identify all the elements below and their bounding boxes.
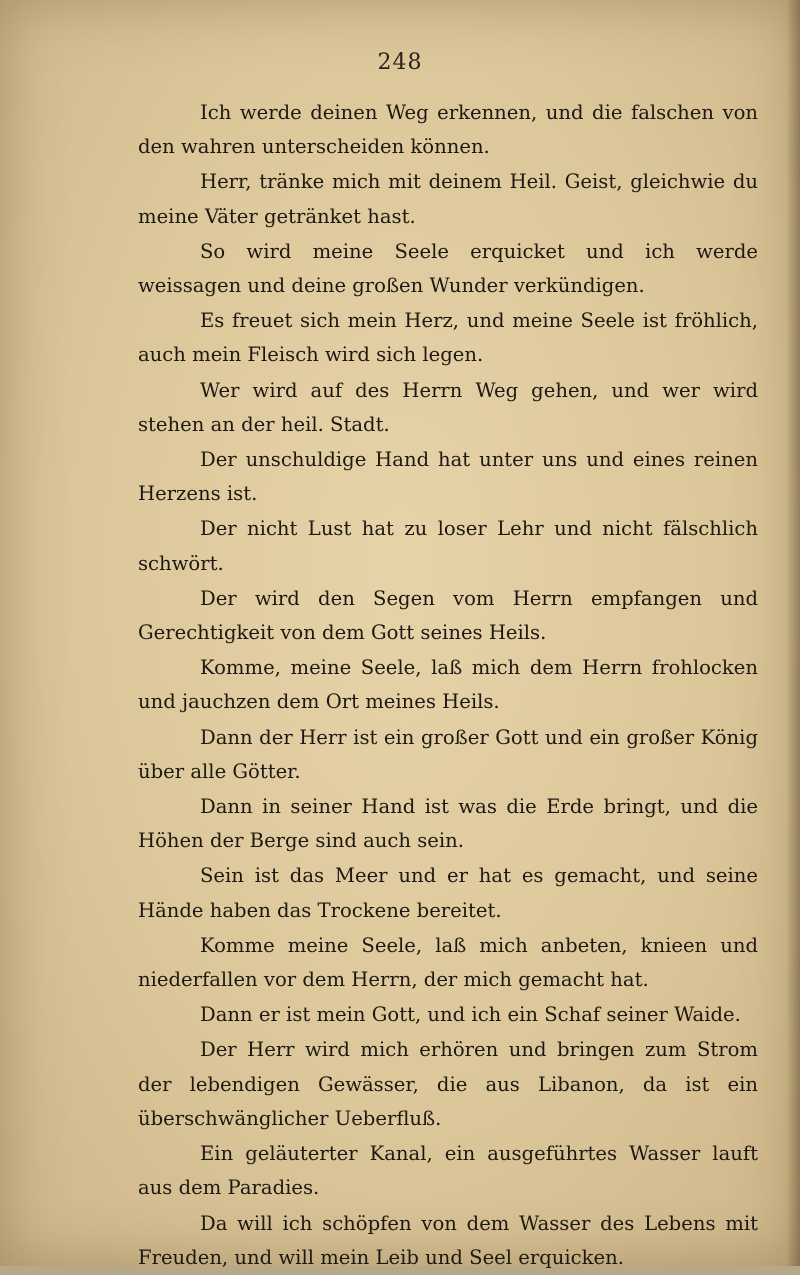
paragraph: Da will ich schöpfen von dem Wasser des Lebens mit Freuden, und will mein Leib und Seel erquicken.	[138, 1211, 758, 1269]
paragraph: Ich werde deinen Weg erkennen, und die falschen von den wahren unterscheiden können.	[138, 101, 758, 159]
paragraph: Der nicht Lust hat zu loser Lehr und nicht fälschlich schwört.	[138, 517, 758, 575]
paragraph: Herr, tränke mich mit deinem Heil. Geist, gleichwie du meine Väter getränket hast.	[138, 170, 758, 228]
paragraph: Komme meine Seele, laß mich anbeten, knieen und niederfallen vor dem Herrn, der mich gemacht hat.	[138, 933, 758, 992]
page-edge-shadow	[786, 0, 800, 1266]
paragraph: So wird meine Seele erquicket und ich werde weissagen und deine großen Wunder verkündigen.	[138, 239, 758, 298]
paragraph: Der Herr wird mich erhören und bringen zum Strom der lebendigen Gewässer, die aus Libanon, da ist ein überschwänglicher Ueberfluß.	[138, 1038, 758, 1130]
paragraph: Dann in seiner Hand ist was die Erde bringt, und die Höhen der Berge sind auch sein.	[138, 795, 758, 853]
paragraph: Dann der Herr ist ein großer Gott und ein großer König über alle Götter.	[138, 725, 758, 783]
paragraph: Wer wird auf des Herrn Weg gehen, und wer wird stehen an der heil. Stadt.	[138, 378, 758, 436]
paragraph: Dann er ist mein Gott, und ich ein Schaf seiner Waide.	[200, 1003, 741, 1027]
page-number: 248	[377, 50, 423, 75]
body-text	[138, 96, 758, 1275]
paragraph: Sein ist das Meer und er hat es gemacht, und seine Hände haben das Trockene bereitet.	[138, 864, 758, 922]
paragraph: Ein geläuterter Kanal, ein ausgeführtes Wasser lauft aus dem Paradies.	[138, 1142, 758, 1200]
paragraph: Komme, meine Seele, laß mich dem Herrn frohlocken und jauchzen dem Ort meines Heils.	[138, 656, 758, 714]
paragraph: Der unschuldige Hand hat unter uns und eines reinen Herzens ist.	[138, 448, 758, 506]
paragraph: Es freuet sich mein Herz, und meine Seele ist fröhlich, auch mein Fleisch wird sich legen.	[138, 309, 758, 367]
paragraph: Der wird den Segen vom Herrn empfangen und Gerechtigkeit von dem Gott seines Heils.	[138, 586, 758, 645]
